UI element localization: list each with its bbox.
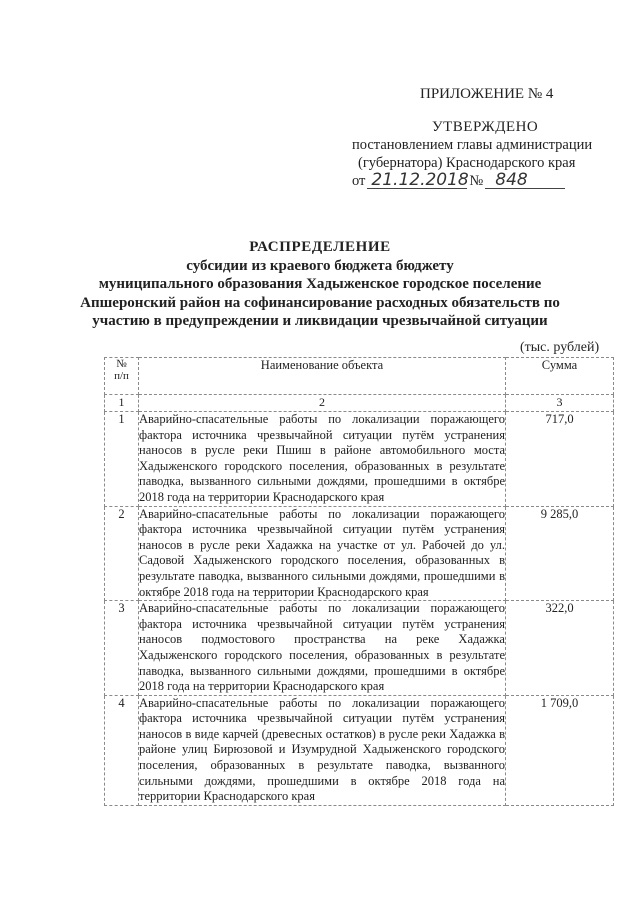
table-row	[105, 601, 614, 696]
row-number: 3	[105, 601, 139, 696]
row-sum: 9 285,0	[506, 506, 614, 601]
distribution-table	[104, 357, 614, 806]
title-line-1: субсидии из краевого бюджета бюджету	[186, 257, 454, 274]
row-description: Аварийно-спасательные работы по локализации поражающего фактора источника чрезвычайной ситуации путём устранения наносов в русле реки Хадажка на участке от ул. Рабочей до ул. Садовой Хадыженского городского поселения, образованных в результате паводка, вызванного сильными дождями, прошедшими в октябре 2018 года на территории Краснодарского края	[139, 506, 506, 601]
decree-date-line	[352, 172, 565, 190]
header-num	[105, 358, 139, 395]
handwritten-date: 21.12.2018	[367, 172, 467, 189]
appendix-label: ПРИЛОЖЕНИЕ № 4	[420, 86, 554, 102]
date-prefix: от	[352, 173, 366, 189]
handwritten-number: 848	[485, 172, 565, 189]
row-sum: 1 709,0	[506, 695, 614, 805]
units-label: (тыс. рублей)	[520, 340, 600, 355]
decree-line-1: постановлением главы администрации	[352, 137, 593, 153]
approved-label: УТВЕРЖДЕНО	[432, 119, 539, 135]
table-row	[105, 412, 614, 507]
document-title	[0, 238, 640, 331]
decree-line-2: (губернатора) Краснодарского края	[358, 155, 576, 171]
header-name: Наименование объекта	[139, 358, 506, 395]
column-index: 1	[105, 395, 139, 412]
number-prefix: №	[469, 173, 484, 189]
title-line-0: РАСПРЕДЕЛЕНИЕ	[249, 239, 391, 255]
header-num-sign: №	[116, 358, 127, 370]
row-number: 1	[105, 412, 139, 507]
header-num-pp: п/п	[114, 370, 129, 382]
row-description: Аварийно-спасательные работы по локализации поражающего фактора источника чрезвычайной ситуации путём устранения наносов в виде карчей (древесных остатков) в русле реки Хадажка в районе улиц Бирюзовой и Изумрудной Хадыженского городского поселения, образованных в результате паводка, вызванного сильными дождями, прошедшими в октябре 2018 года на территории Краснодарского края	[139, 695, 506, 805]
title-line-3: Апшеронский район на софинансирование расходных обязательств по	[80, 294, 560, 311]
table-header-row	[105, 358, 614, 395]
row-sum: 717,0	[506, 412, 614, 507]
header-sum: Сумма	[506, 358, 614, 395]
column-index: 3	[506, 395, 614, 412]
title-line-2: муниципального образования Хадыженское городское поселение	[98, 276, 542, 292]
row-description: Аварийно-спасательные работы по локализации поражающего фактора источника чрезвычайной ситуации путём устранения наносов в русле реки Пшиш в районе автомобильного моста Хадыженского городского поселения, образованных в результате паводка, вызванного сильными дождями, прошедшими в октябре 2018 года на территории Краснодарского края	[139, 412, 506, 507]
row-number: 4	[105, 695, 139, 805]
title-line-4: участию в предупреждении и ликвидации чрезвычайной ситуации	[92, 313, 548, 329]
column-index: 2	[139, 395, 506, 412]
table-row	[105, 695, 614, 805]
column-index-row	[105, 395, 614, 412]
row-sum: 322,0	[506, 601, 614, 696]
row-description: Аварийно-спасательные работы по локализации поражающего фактора источника чрезвычайной ситуации путём устранения наносов подмостового пространства на реке Хадажка Хадыженского городского поселения, образованных в результате паводка, вызванного сильными дождями, прошедшими в октябре 2018 года на территории Краснодарского края	[139, 601, 506, 696]
table-row	[105, 506, 614, 601]
row-number: 2	[105, 506, 139, 601]
